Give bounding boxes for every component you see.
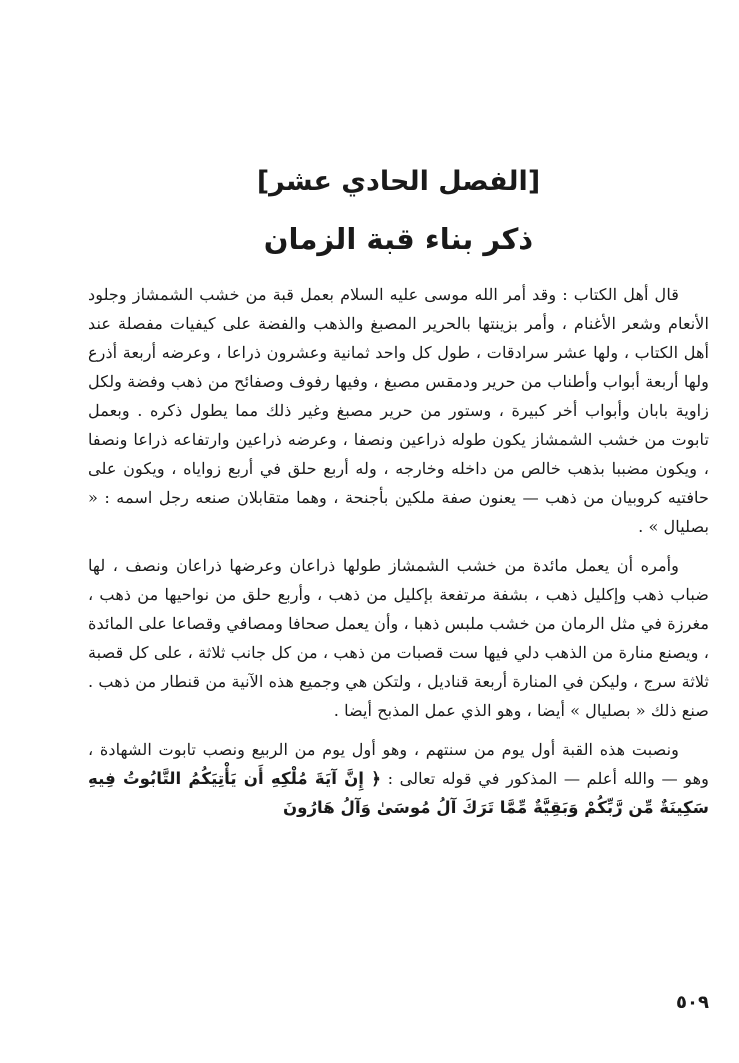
body-text	[88, 280, 709, 832]
quran-verse: ﴿ إِنَّ آيَةَ مُلْكِهِ أَن يَأْتِيَكُمُ التَّابُوتُ فِيهِ سَكِينَةٌ مِّن رَّبِّكُمْ وَبَقِيَّةٌ مِّمَّا تَرَكَ آلُ مُوسَىٰ وَآلُ هَارُونَ	[88, 769, 709, 817]
section-title: ذكر بناء قبة الزمان	[263, 222, 534, 256]
chapter-title: الفصل الحادي عشر	[269, 166, 528, 197]
paragraph: قال أهل الكتاب : وقد أمر الله موسى عليه السلام بعمل قبة من خشب الشمشاز وجلود الأنعام وشعر الأغنام ، وأمر بزينتها بالحرير المصبغ والذهب والفضة على كيفيات مفصلة عند أهل الكتاب ، ولها عشر سرادقات ، طول كل واحد ثمانية وعشرون ذراعا ، وعرضه أربعة أذرع ولها أربعة أبواب وأطناب من حرير ودمقس مصبغ ، وفيها رفوف وصفائح من ذهب وفضة ولكل زاوية بابان وأبواب أخر كبيرة ، وستور من حرير مصبغ وغير ذلك مما يطول ذكره . وبعمل تابوت من خشب الشمشاز يكون طوله ذراعين ونصفا ، وعرضه ذراعين وارتفاعه ذراعا ونصفا ، ويكون مضببا بذهب خالص من داخله وخارجه ، وله أربع حلق في أربع زواياه ، ويكون على حافتيه كروبيان من ذهب — يعنون صفة ملكين بأجنحة ، وهما متقابلان صنعه رجل اسمه : « بصليال » .	[88, 285, 709, 536]
paragraph: وأمره أن يعمل مائدة من خشب الشمشاز طولها ذراعان وعرضها ذراعان ونصف ، لها ضباب ذهب وإكليل ذهب ، بشفة مرتفعة بإكليل من ذهب ، وأربع حلق من نواحيها من ذهب ، مغرزة في مثل الرمان من خشب ملبس ذهبا ، وأن يعمل صحافا ومصافي وقصاعا على المائدة ، ويصنع منارة من الذهب دلي فيها ست قصبات من ذهب ، من كل جانب ثلاثة ، على كل قصبة ثلاثة سرج ، وليكن في المنارة أربعة قناديل ، ولتكن هي وجميع هذه الآنية من قنطار من ذهب . صنع ذلك « بصليال » أيضا ، وهو الذي عمل المذبح أيضا .	[88, 556, 709, 720]
chapter-open-bracket: [	[527, 166, 541, 197]
chapter-close-bracket: ]	[256, 166, 270, 197]
paragraph	[88, 735, 709, 822]
paragraph-text: ونصبت هذه القبة أول يوم من سنتهم ، وهو أول يوم من الربيع ونصب تابوت الشهادة ، وهو — والله أعلم — المذكور في قوله تعالى :	[88, 740, 709, 788]
chapter-heading	[88, 160, 709, 204]
page	[88, 0, 709, 1063]
page-number: ٥٠٩	[676, 992, 709, 1013]
